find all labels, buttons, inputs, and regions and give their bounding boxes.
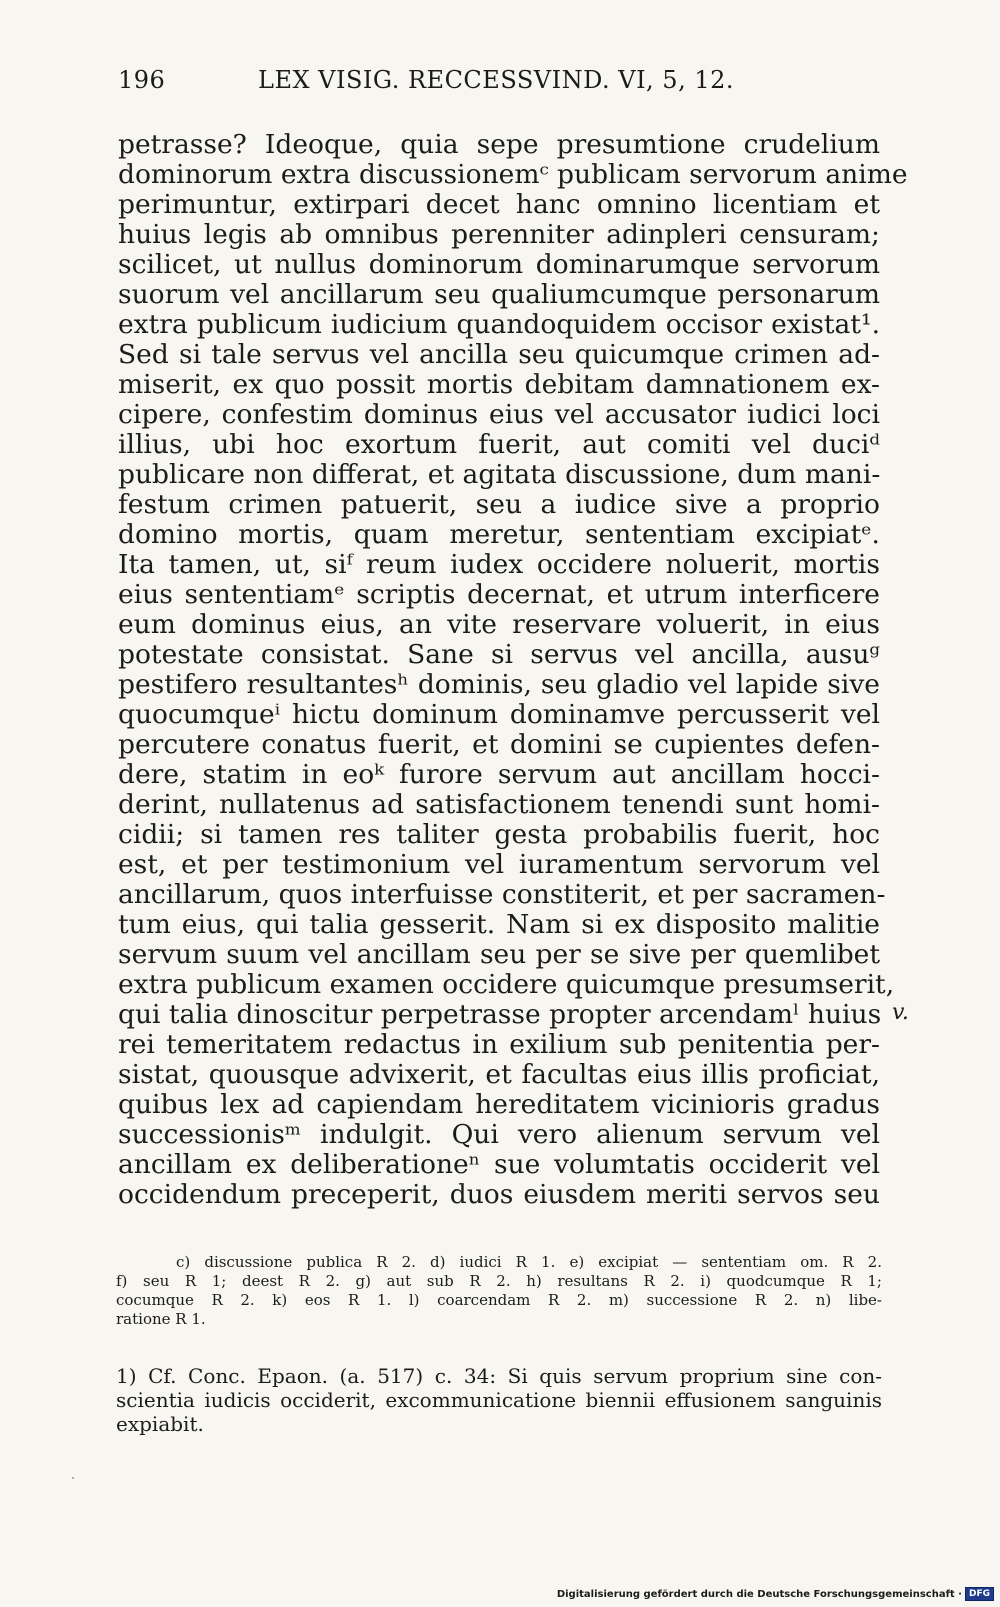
page-number: 196 [118, 66, 166, 94]
text-line: quocumqueⁱ hictu dominum dominamve percusserit vel [118, 699, 880, 730]
margin-note: v. [892, 1000, 909, 1025]
variant-apparatus [116, 1253, 882, 1329]
text-line: potestate consistat. Sane si servus vel ancilla, ausuᵍ [118, 639, 880, 670]
text-line: tum eius, qui talia gesserit. Nam si ex disposito malitie [118, 909, 880, 940]
running-title: LEX VISIG. RECCESSVIND. VI, 5, 12. [258, 66, 734, 94]
text-line: illius, ubi hoc exortum fuerit, aut comiti vel duciᵈ [118, 429, 880, 460]
text-line: sistat, quousque advixerit, et facultas eius illis proficiat, [118, 1059, 880, 1090]
variant-line: cocumque R 2. k) eos R 1. l) coarcendam R 2. m) successione R 2. n) libe- [116, 1291, 882, 1309]
text-line: scilicet, ut nullus dominorum dominarumque servorum [118, 249, 880, 280]
dfg-logo-icon: DFG [965, 1587, 994, 1601]
text-line: ancillam ex deliberationeⁿ sue volumtatis occiderit vel [118, 1149, 880, 1180]
text-line: dere, statim in eoᵏ furore servum aut ancillam hocci- [118, 759, 880, 790]
text-line: extra publicum iudicium quandoquidem occisor existat¹. [118, 309, 880, 340]
text-line: Ita tamen, ut, siᶠ reum iudex occidere noluerit, mortis [118, 549, 880, 580]
text-line: est, et per testimonium vel iuramentum servorum vel [118, 849, 880, 880]
text-line: dominorum extra discussionemᶜ publicam servorum anime [118, 159, 908, 190]
text-line: domino mortis, quam meretur, sententiam excipiatᵉ. [118, 519, 880, 550]
text-line: Sed si tale servus vel ancilla seu quicumque crimen ad- [118, 339, 880, 370]
text-line: petrasse? Ideoque, quia sepe presumtione crudelium [118, 129, 880, 160]
variant-line: c) discussione publica R 2. d) iudici R 1. e) excipiat — sententiam om. R 2. [176, 1253, 882, 1271]
text-line: cidii; si tamen res taliter gesta probabilis fuerit, hoc [118, 819, 880, 850]
text-line: derint, nullatenus ad satisfactionem tenendi sunt homi- [118, 789, 880, 820]
text-line: publicare non differat, et agitata discussione, dum mani- [118, 459, 881, 490]
text-line: perimuntur, extirpari decet hanc omnino licentiam et [118, 189, 880, 220]
text-line: huius legis ab omnibus perenniter adinpleri censuram; [118, 219, 880, 250]
text-line: suorum vel ancillarum seu qualiumcumque personarum [118, 279, 880, 310]
text-line: pestifero resultantesʰ dominis, seu gladio vel lapide sive [118, 669, 880, 700]
text-line: servum suum vel ancillam seu per se sive per quemlibet [118, 939, 880, 970]
text-line: percutere conatus fuerit, et domini se cupientes defen- [118, 729, 880, 760]
text-line: qui talia dinoscitur perpetrasse propter arcendamˡ huius [118, 999, 882, 1030]
variant-line: f) seu R 1; deest R 2. g) aut sub R 2. h) resultans R 2. i) quodcumque R 1; [116, 1272, 882, 1290]
text-line: successionisᵐ indulgit. Qui vero alienum servum vel [118, 1119, 880, 1150]
footnote-line: scientia iudicis occiderit, excommunicatione biennii effusionem sanguinis [116, 1388, 882, 1412]
text-line: festum crimen patuerit, seu a iudice sive a proprio [118, 489, 880, 520]
text-line: ancillarum, quos interfuisse constiterit, et per sacramen- [118, 879, 886, 910]
digitization-credit [557, 1587, 994, 1601]
credit-text: Digitalisierung gefördert durch die Deutsche Forschungsgemeinschaft · [556, 1588, 962, 1600]
text-line: quibus lex ad capiendam hereditatem vicinioris gradus [118, 1089, 880, 1120]
text-line: cipere, confestim dominus eius vel accusator iudici loci [118, 399, 880, 430]
text-line: extra publicum examen occidere quicumque presumserit, [118, 969, 895, 1000]
text-line: rei temeritatem redactus in exilium sub penitentia per- [118, 1029, 880, 1060]
text-line: eum dominus eius, an vite reservare voluerit, in eius [118, 609, 880, 640]
main-text [118, 129, 908, 1210]
footnotes [116, 1364, 882, 1436]
text-line: occidendum preceperit, duos eiusdem meriti servos seu [118, 1179, 880, 1210]
footnote-line: expiabit. [116, 1412, 204, 1436]
scan-speck [72, 1477, 74, 1479]
text-line: eius sententiamᵉ scriptis decernat, et utrum interficere [118, 579, 880, 610]
variant-line: ratione R 1. [116, 1310, 206, 1328]
footnote-line: 1) Cf. Conc. Epaon. (a. 517) c. 34: Si quis servum proprium sine con- [116, 1364, 882, 1388]
text-line: miserit, ex quo possit mortis debitam damnationem ex- [118, 369, 880, 400]
